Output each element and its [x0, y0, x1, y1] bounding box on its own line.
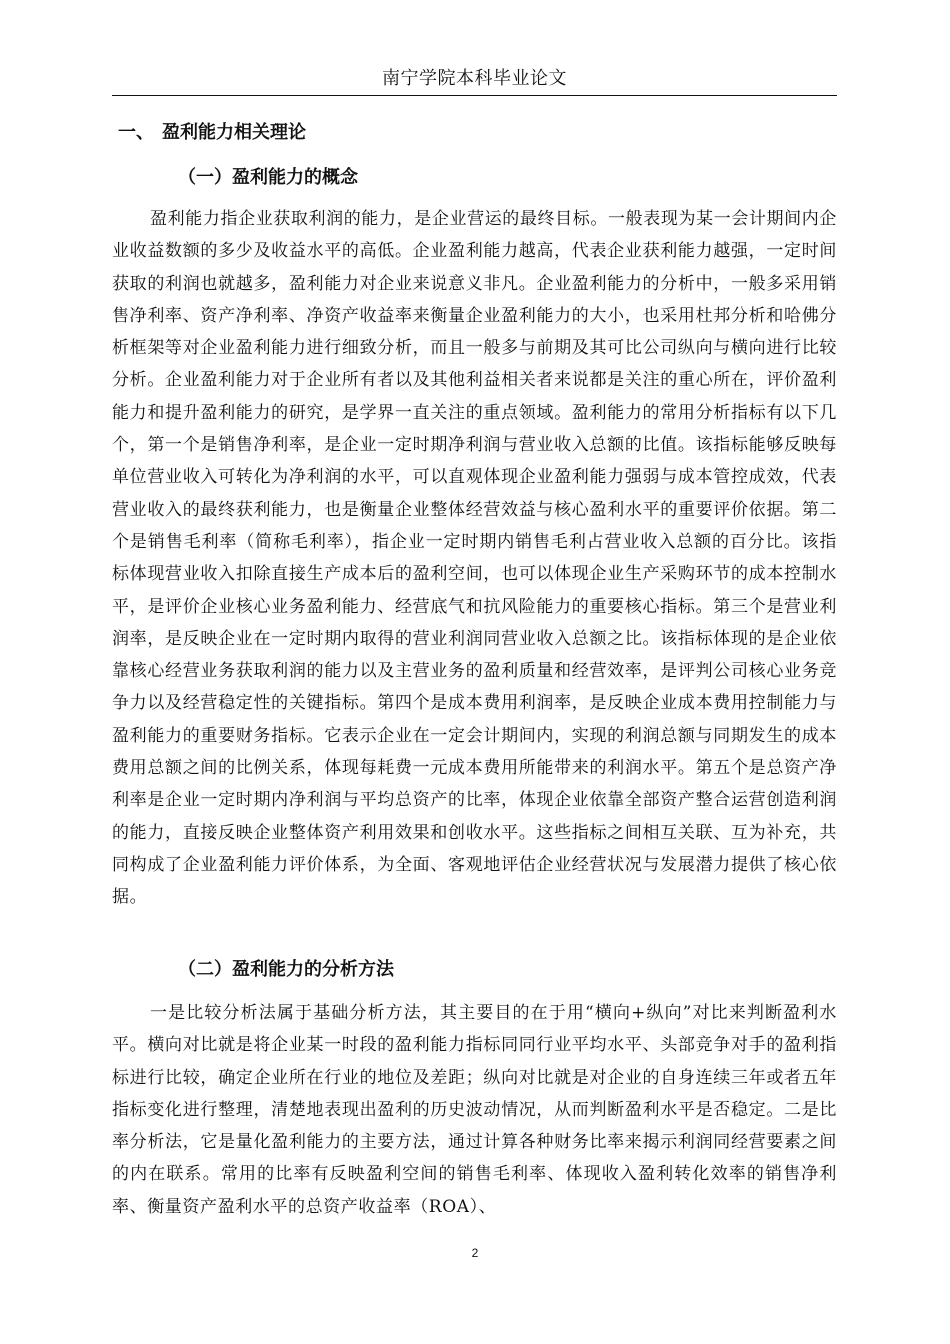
section-heading — [118, 120, 838, 146]
section-number: 一、 — [118, 122, 154, 143]
body-paragraph-methods: 一是比较分析法属于基础分析方法，其主要目的在于用“横向+纵向”对比来判断盈利水平。横向对比就是将企业某一时段的盈利能力指标同同行业平均水平、头部竞争对手的盈利指标进行比较，确定企业所在行业的地位及差距；纵向对比就是对企业的自身连续三年或者五年指标变化进行整理，清楚地表现出盈利的历史波动情况，从而判断盈利水平是否稳定。二是比率分析法，它是量化盈利能力的主要方法，通过计算各种财务比率来揭示利润同经营要素之间的内在联系。常用的比率有反映盈利空间的销售毛利率、体现收入盈利转化效率的销售净利率、衡量资产盈利水平的总资产收益率（ROA）、 — [112, 1003, 837, 1217]
header-divider — [112, 95, 837, 96]
section-title: 盈利能力相关理论 — [162, 122, 306, 143]
subsection-heading-concept: （一）盈利能力的概念 — [178, 167, 358, 188]
subsection-heading-methods: （二）盈利能力的分析方法 — [178, 959, 394, 980]
running-header: 南宁学院本科毕业论文 — [382, 68, 567, 89]
body-paragraph-concept: 盈利能力指企业获取利润的能力，是企业营运的最终目标。一般表现为某一会计期间内企业收益数额的多少及收益水平的高低。企业盈利能力越高，代表企业获利能力越强，一定时间获取的利润也就越多，盈利能力对企业来说意义非凡。企业盈利能力的分析中，一般多采用销售净利率、资产净利率、净资产收益率来衡量企业盈利能力的大小，也采用杜邦分析和哈佛分析框架等对企业盈利能力进行细致分析，而且一般多与前期及其可比公司纵向与横向进行比较分析。企业盈利能力对于企业所有者以及其他利益相关者来说都是关注的重心所在，评价盈利能力和提升盈利能力的研究，是学界一直关注的重点领域。盈利能力的常用分析指标有以下几个，第一个是销售净利率，是企业一定时期净利润与营业收入总额的比值。该指标能够反映每单位营业收入可转化为净利润的水平，可以直观体现企业盈利能力强弱与成本管控成效，代表营业收入的最终获利能力，也是衡量企业整体经营效益与核心盈利水平的重要评价依据。第二个是销售毛利率（简称毛利率），指企业一定时期内销售毛利占营业收入总额的百分比。该指标体现营业收入扣除直接生产成本后的盈利空间，也可以体现企业生产采购环节的成本控制水平，是评价企业核心业务盈利能力、经营底气和抗风险能力的重要核心指标。第三个是营业利润率，是反映企业在一定时期内取得的营业利润同营业收入总额之比。该指标体现的是企业依靠核心经营业务获取利润的能力以及主营业务的盈利质量和经营效率，是评判公司核心业务竞争力以及经营稳定性的关键指标。第四个是成本费用利润率，是反映企业成本费用控制能力与盈利能力的重要财务指标。它表示企业在一定会计期间内，实现的利润总额与同期发生的成本费用总额之间的比例关系，体现每耗费一元成本费用所能带来的利润水平。第五个是总资产净利率是企业一定时期内净利润与平均总资产的比率，体现企业依靠全部资产整合运营创造利润的能力，直接反映企业整体资产利用效果和创收水平。这些指标之间相互关联、互为补充，共同构成了企业盈利能力评价体系，为全面、客观地评估企业经营状况与发展潜力提供了核心依据。 — [112, 209, 837, 908]
page-number: 2 — [471, 1246, 479, 1260]
